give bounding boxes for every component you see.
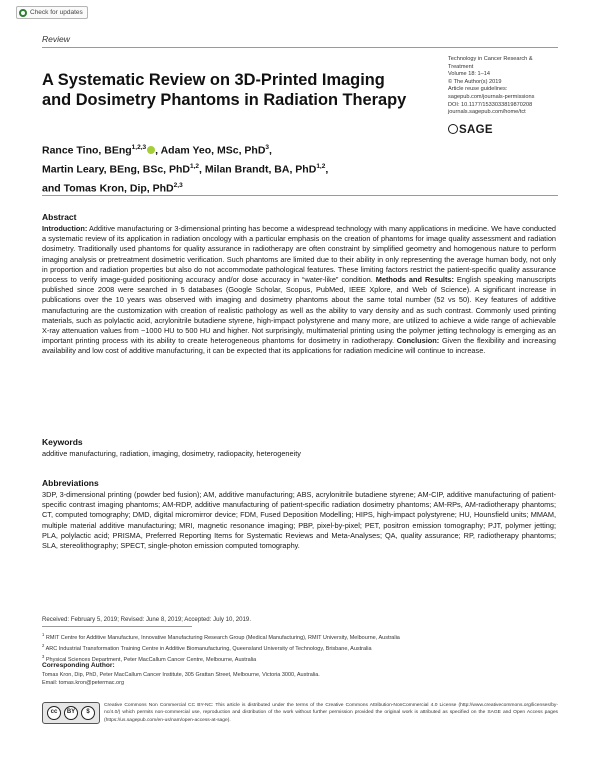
affiliation-list bbox=[42, 631, 556, 664]
affiliation-number: 1 bbox=[42, 632, 45, 637]
attribution-icon: BY bbox=[64, 706, 78, 720]
abstract-heading: Abstract bbox=[42, 212, 77, 222]
author-4-affiliations: 1,2 bbox=[316, 163, 326, 170]
abbreviations-heading: Abbreviations bbox=[42, 478, 99, 488]
creative-commons-badge[interactable] bbox=[42, 702, 100, 724]
methods-label: Methods and Results: bbox=[375, 275, 454, 285]
author-1-affiliations: 1,2,3 bbox=[131, 144, 147, 151]
header-divider bbox=[42, 47, 558, 48]
submission-dates: Received: February 5, 2019; Revised: June 8, 2019; Accepted: July 10, 2019. bbox=[42, 616, 252, 623]
noncommercial-icon: $ bbox=[81, 706, 95, 720]
author-5: and Tomas Kron, Dip, PhD bbox=[42, 182, 174, 195]
update-check-icon bbox=[19, 9, 27, 17]
author-5-affiliations: 2,3 bbox=[173, 182, 183, 189]
methods-text: English speaking manuscripts published since 2008 were searched in 5 databases (Google Scholar, Scopus, PubMed, IEEE Xplore, and Web of Science). A significant increase in publications over the 10 years was observed with imaging and dosimetry phantoms about the same total number (52 vs 50). Key features of additive manufacturing are the customization with creation of realistic pathology as well as the ability to vary density and as such contrast. Commonly used printing materials, such as polylactic acid, acrylonitrile butadiene styrene, high-impact polystyrene and many more, are utilized to achieve a wide range of achievable X-ray attenuation values from −1000 HU to 500 HU and higher. Not surprisingly, multimaterial printing using the polymer jetting technology is emerging as an important printing process with its ability to create heterogeneous phantoms for dosimetry in radiotherapy. bbox=[42, 275, 556, 346]
check-for-updates-badge[interactable] bbox=[16, 6, 88, 19]
journal-reuse-label: Article reuse guidelines: bbox=[448, 86, 508, 93]
intro-label: Introduction: bbox=[42, 224, 88, 233]
affiliation-item bbox=[42, 642, 556, 653]
journal-name-line2: Treatment bbox=[448, 63, 474, 70]
badge-label: Check for updates bbox=[30, 9, 83, 16]
author-list: Rance Tino, BEng$^{1,2,3}$ , Adam Yeo, MSc, PhD$^3$, Martin Leary, BEng, BSc, PhD$^{1,2}$, Milan Brandt, BA, PhD$^{1,2}$, and Tomas Kron, Dip, PhD$^{2,3}$ bbox=[42, 144, 329, 195]
author-4: , Milan Brandt, BA, PhD bbox=[199, 163, 317, 176]
keywords-text: additive manufacturing, radiation, imaging, dosimetry, radiopacity, heterogeneity bbox=[42, 449, 301, 458]
article-type-label: Review bbox=[42, 34, 70, 44]
publisher-name: SAGE bbox=[459, 124, 493, 136]
affiliation-item bbox=[42, 631, 556, 642]
publisher-logo bbox=[448, 124, 493, 136]
author-3-affiliations: 1,2 bbox=[190, 163, 200, 170]
abstract-body bbox=[42, 224, 556, 357]
journal-url[interactable]: journals.sagepub.com/home/tct bbox=[448, 109, 526, 116]
journal-volume: Volume 18: 1–14 bbox=[448, 71, 490, 78]
author-1: Rance Tino, BEng bbox=[42, 144, 132, 157]
corresponding-email[interactable]: Email: tomas.kron@petermac.org bbox=[42, 680, 125, 687]
affiliation-item bbox=[42, 653, 556, 664]
keywords-heading: Keywords bbox=[42, 437, 83, 447]
license-text: Creative Commons Non Commercial CC BY-NC: This article is distributed under the terms of the Creative Commons Attribution-NonCommercial 4.0 License (http://www.creativecommons.org/licenses/by-nc/4.0/) which permits non-commercial use, reproduction and distribution of the work without further permission provided the original work is attributed as specified on the SAGE and Open Access pages (https://us.sagepub.com/en-us/nam/open-access-at-sage). bbox=[104, 703, 558, 723]
footnote-divider bbox=[42, 626, 192, 627]
corresponding-address: Tomas Kron, Dip, PhD, Peter MacCallum Cancer Institute, 305 Grattan Street, Melbourne, Victoria 3000, Australia. bbox=[42, 672, 320, 678]
author-2: , Adam Yeo, MSc, PhD bbox=[155, 144, 266, 157]
affiliation-number: 3 bbox=[42, 654, 45, 660]
cc-icon: cc bbox=[47, 706, 61, 720]
corresponding-author bbox=[42, 671, 556, 688]
sage-logo-icon bbox=[448, 124, 458, 134]
journal-info bbox=[448, 56, 563, 117]
affiliation-text: RMIT Centre for Additive Manufacture, Innovative Manufacturing Research Group (Medical Manufacturing), RMIT University, Melbourne, Australia bbox=[45, 634, 400, 641]
conclusion-label: Conclusion: bbox=[396, 336, 440, 346]
journal-copyright: © The Author(s) 2019 bbox=[448, 78, 502, 85]
author-2-affiliations: 3 bbox=[265, 144, 270, 151]
orcid-icon[interactable] bbox=[147, 146, 155, 154]
affiliation-text: ARC Industrial Transformation Training Centre in Additive Biomanufacturing, Queensland University of Technology, Brisbane, Australia bbox=[45, 645, 372, 652]
affiliation-text: Physical Sciences Department, Peter MacCallum Cancer Centre, Melbourne, Australia bbox=[45, 657, 257, 664]
affiliation-number: 2 bbox=[42, 643, 45, 649]
article-title: A Systematic Review on 3D-Printed Imaging and Dosimetry Phantoms in Radiation Therapy bbox=[42, 71, 407, 109]
journal-doi[interactable]: DOI: 10.1177/1533033819870208 bbox=[448, 101, 533, 108]
author-3: Martin Leary, BEng, BSc, PhD bbox=[42, 163, 190, 176]
corresponding-author-heading: Corresponding Author: bbox=[42, 662, 115, 669]
journal-reuse-link[interactable]: sagepub.com/journals-permissions bbox=[448, 93, 535, 100]
intro-text: Additive manufacturing or 3-dimensional printing has become a widespread technology with many applications in medicine. We have conducted a systematic review of its application in radiation oncology with a particular emphasis on the creation of phantoms for image quality assessment and radiation dosimetry. Traditionally used phantoms for quality assurance in radiotherapy are often constraint by simplified geometry and homogenous nature to perform imaging analysis or pretreatment dosimetric verification. Such phantoms are limited due to their ability in only representing the average human body, not only in proportion and radiation properties but also do not accommodate pathological features. These limiting factors restrict the patient-specific quality assurance process to verify image-guided positioning accuracy and/or dose accuracy in “water-like” condition. bbox=[42, 224, 556, 285]
journal-name-line1: Technology in Cancer Research & bbox=[448, 56, 533, 62]
abstract-divider bbox=[42, 195, 558, 196]
abbreviations-text: 3DP, 3-dimensional printing (powder bed fusion); AM, additive manufacturing; ABS, acrylonitrile butadiene styrene; AM-CIP, additive manufacturing of patient-specific contrast imaging phantoms; AM-RDP, additive manufacturing of patient-specific radiation dosimetry phantoms; AM-RPs, AM-radiotherapy phantoms; CT, computed tomography; DMD, digital micromirror device; FDM, Fused Deposition Modelling; HIPS, high-impact polystyrene; HU, Hounsfield units; MMAM, multiple material additive manufacturing; MRI, magnetic resonance imaging; PBP, pixel-by-pixel; PET, positron emission tomography; PJT, polymer jetting; PLA, polylactic acid; PRISMA, Preferred Reporting Items for Systematic Reviews and Meta-Analyses; QA, quality assurance; RP, radiotherapy phantoms; SLA, stereolithography; SPECT, single-photon emission computed tomography. bbox=[42, 490, 556, 551]
conclusion-text: Given the flexibility and increasing availability and low cost of additive manufacturing, it can be expected that its applications for radiation medicine will continue to increase. bbox=[42, 336, 556, 356]
